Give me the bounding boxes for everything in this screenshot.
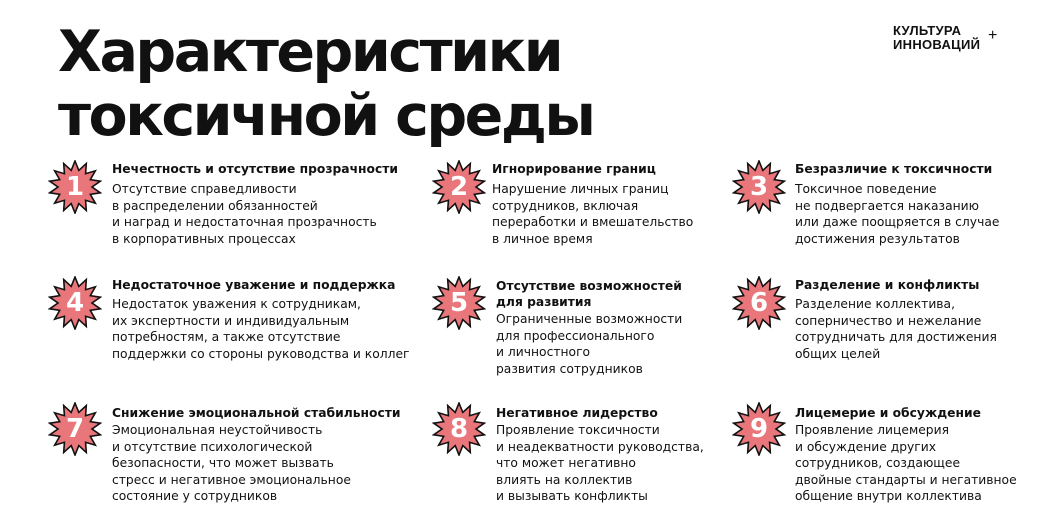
badge-number: 2 xyxy=(449,172,469,202)
card-title xyxy=(496,405,658,421)
card-description-line: Ограниченные возможности xyxy=(496,312,683,326)
card-title xyxy=(795,405,981,421)
card-description-line: и наград и недостаточная прозрачность xyxy=(112,215,377,230)
card-description-line: Эмоциональная неустойчивость xyxy=(112,423,323,437)
card-title xyxy=(112,161,398,177)
badge-number: 1 xyxy=(65,172,85,202)
page-title-line-1: Характеристики xyxy=(58,19,562,85)
number-badge-2 xyxy=(432,160,486,214)
card-description-line: для профессионального xyxy=(496,328,655,343)
card-description-line: сотрудников, создающее xyxy=(795,456,961,471)
number-badge-5 xyxy=(432,276,486,330)
card-description-line: двойные стандарты и негативное xyxy=(795,472,1017,487)
card-description xyxy=(795,296,997,362)
card-description-line: и обсуждение других xyxy=(795,439,937,454)
number-badge-7 xyxy=(48,402,102,456)
card-description-line: Нарушение личных границ xyxy=(492,182,669,196)
card-title-line: Нечестность и отсутствие прозрачности xyxy=(112,162,398,176)
card-title-line: Лицемерие и обсуждение xyxy=(795,406,981,420)
badge-number: 3 xyxy=(749,172,769,202)
card-title xyxy=(795,161,992,177)
card-description-line: и неадекватности руководства, xyxy=(496,439,704,454)
card-description-line: что может негативно xyxy=(496,456,636,471)
card-description-line: состояние у сотрудников xyxy=(112,489,278,504)
card-description xyxy=(496,422,704,505)
number-badge-9 xyxy=(732,402,786,456)
card-title xyxy=(496,278,682,310)
card-description-line: Разделение коллектива, xyxy=(795,297,955,311)
number-badge-3 xyxy=(732,160,786,214)
badge-number: 8 xyxy=(449,414,469,444)
card-description-line: и отсутствие психологической xyxy=(112,439,313,454)
badge-number: 6 xyxy=(749,288,769,318)
card-description-line: поддержки со стороны руководства и коллег xyxy=(112,346,410,361)
brand-logo xyxy=(893,23,998,52)
card-title-line: Недостаточное уважение и поддержка xyxy=(112,278,396,292)
card-description-line: в распределении обязанностей xyxy=(112,198,318,213)
card-title-line: Отсутствие возможностей xyxy=(496,279,682,293)
card-title-line: Игнорирование границ xyxy=(492,162,656,176)
card-description-line: влиять на коллектив xyxy=(496,472,633,487)
card-description-line: общение внутри коллектива xyxy=(795,489,982,504)
badge-number: 5 xyxy=(449,288,469,318)
number-badge-8 xyxy=(432,402,486,456)
card-description-line: не подвергается наказанию xyxy=(795,198,979,213)
card-description-line: развития сотрудников xyxy=(496,361,643,376)
card-title-line: Разделение и конфликты xyxy=(795,278,980,292)
badge-number: 7 xyxy=(65,414,85,444)
card-description-line: или даже поощряется в случае xyxy=(795,215,1000,230)
card-title xyxy=(492,161,656,177)
card-description-line: Токсичное поведение xyxy=(795,182,937,196)
brand-logo-line-2: ИННОВАЦИЙ xyxy=(893,37,981,52)
page-title xyxy=(58,20,758,148)
card-description xyxy=(112,422,351,505)
card-description-line: общих целей xyxy=(795,346,881,361)
card-description-line: сотрудников, включая xyxy=(492,198,639,213)
card-title-line: Снижение эмоциональной стабильности xyxy=(112,406,401,420)
card-description-line: их экспертности и индивидуальным xyxy=(112,313,350,328)
card-description-line: Проявление лицемерия xyxy=(795,423,949,437)
card-description xyxy=(492,181,693,247)
card-description-line: стресс и негативное эмоциональное xyxy=(112,472,351,487)
card-title xyxy=(112,277,395,293)
card-title xyxy=(112,405,401,421)
badge-number: 9 xyxy=(749,414,769,444)
card-description xyxy=(496,311,682,377)
number-badge-6 xyxy=(732,276,786,330)
card-description xyxy=(112,181,377,247)
card-description-line: и личностного xyxy=(496,345,591,360)
card-description-line: и вызывать конфликты xyxy=(496,489,648,504)
card-description-line: Проявление токсичности xyxy=(496,423,660,437)
card-title-line: для развития xyxy=(496,295,592,309)
card-description-line: в личное время xyxy=(492,231,593,246)
card-description-line: Недостаток уважения к сотрудникам, xyxy=(112,297,361,311)
card-title-line: Негативное лидерство xyxy=(496,406,658,420)
number-badge-1 xyxy=(48,160,102,214)
brand-plus-icon: + xyxy=(988,27,998,44)
card-title-line: Безразличие к токсичности xyxy=(795,162,993,176)
page-title-line-2: токсичной среды xyxy=(58,83,594,149)
card-description-line: в корпоративных процессах xyxy=(112,231,296,246)
number-badge-4 xyxy=(48,276,102,330)
brand-logo-line-1: КУЛЬТУРА xyxy=(893,23,962,38)
card-description-line: соперничество и нежелание xyxy=(795,313,982,328)
card-description-line: достижения результатов xyxy=(795,231,960,246)
card-description-line: Отсутствие справедливости xyxy=(112,182,297,196)
badge-number: 4 xyxy=(65,288,85,318)
card-description-line: безопасности, что может вызвать xyxy=(112,456,334,471)
card-description-line: переработки и вмешательство xyxy=(492,215,694,230)
card-description xyxy=(795,181,999,247)
card-description-line: сотрудничать для достижения xyxy=(795,330,997,345)
card-description xyxy=(795,422,1017,505)
card-description xyxy=(112,296,410,362)
card-title xyxy=(795,277,979,293)
card-description-line: потребностям, а также отсутствие xyxy=(112,330,341,345)
